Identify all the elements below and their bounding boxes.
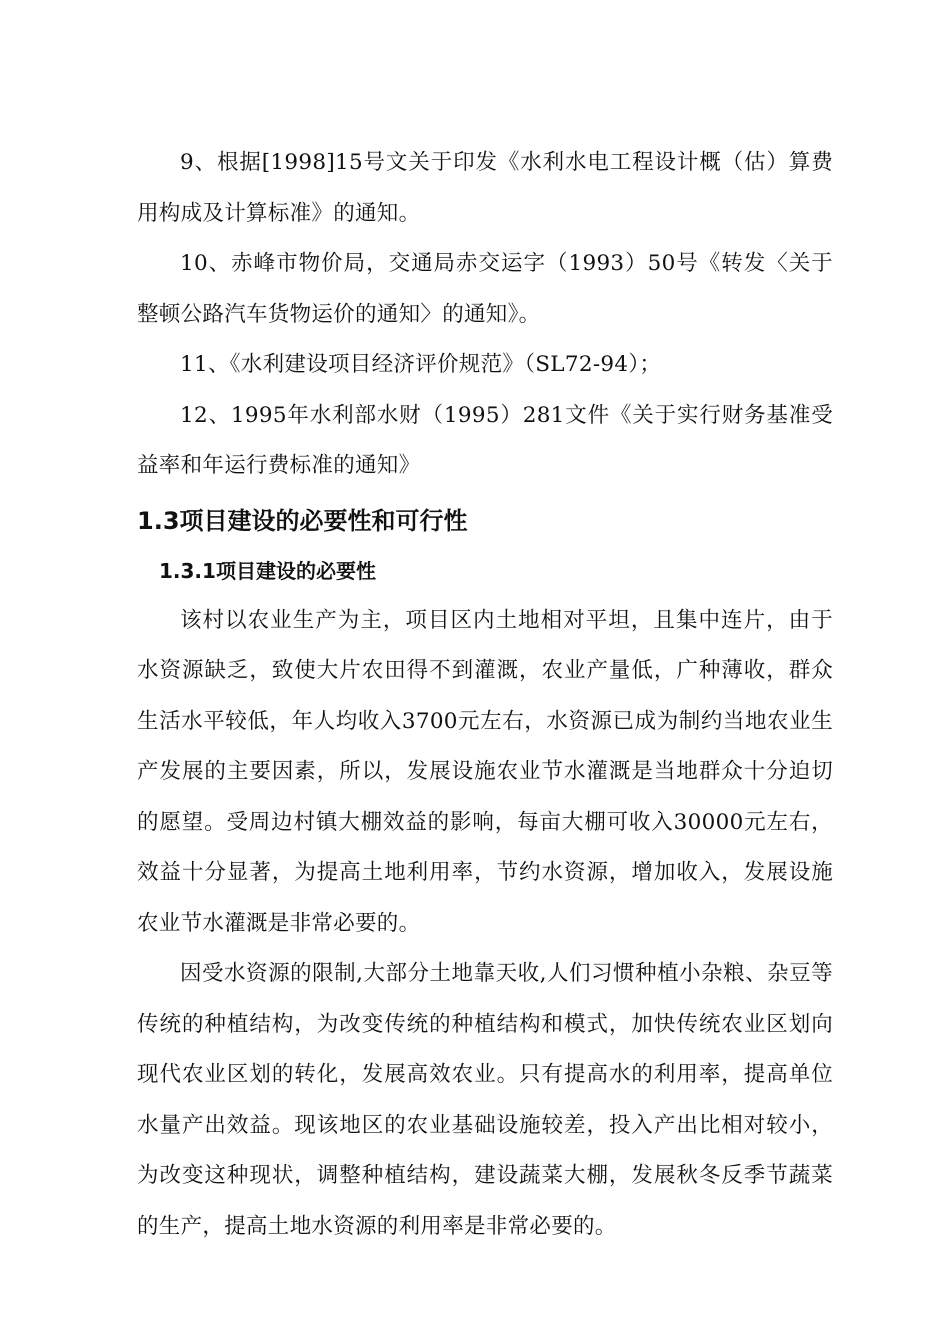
body-paragraph-1: 该村以农业生产为主，项目区内土地相对平坦，且集中连片，由于水资源缺乏，致使大片农田得不到灌溉，农业产量低，广种薄收，群众生活水平较低，年人均收入3700元左右，水资源已成为制约当地农业生产发展的主要因素，所以，发展设施农业节水灌溉是当地群众十分迫切的愿望。受周边村镇大棚效益的影响，每亩大棚可收入30000元左右，效益十分显著，为提高土地利用率，节约水资源，增加收入，发展设施农业节水灌溉是非常必要的。 xyxy=(137,607,833,936)
reference-item-9: 9、根据[1998]15号文关于印发《水利水电工程设计概（估）算费用构成及计算标准》的通知。 xyxy=(137,150,833,226)
reference-item-10: 10、赤峰市物价局，交通局赤交运字（1993）50号《转发〈关于整顿公路汽车货物运价的通知〉的通知》。 xyxy=(137,251,833,327)
reference-item-11: 11、《水利建设项目经济评价规范》（SL72-94）； xyxy=(180,352,662,377)
section-heading: 1.3项目建设的必要性和可行性 xyxy=(137,506,468,535)
subsection-heading: 1.3.1项目建设的必要性 xyxy=(159,558,376,583)
body-paragraph-2: 因受水资源的限制,大部分土地靠天收,人们习惯种植小杂粮、杂豆等传统的种植结构，为改变传统的种植结构和模式，加快传统农业区划向现代农业区划的转化，发展高效农业。只有提高水的利用率，提高单位水量产出效益。现该地区的农业基础设施较差，投入产出比相对较小，为改变这种现状，调整种植结构，建设蔬菜大棚，发展秋冬反季节蔬菜的生产，提高土地水资源的利用率是非常必要的。 xyxy=(137,961,833,1239)
page-content xyxy=(137,138,833,1252)
reference-item-12: 12、1995年水利部水财（1995）281文件《关于实行财务基准受益率和年运行费标准的通知》 xyxy=(137,402,833,478)
